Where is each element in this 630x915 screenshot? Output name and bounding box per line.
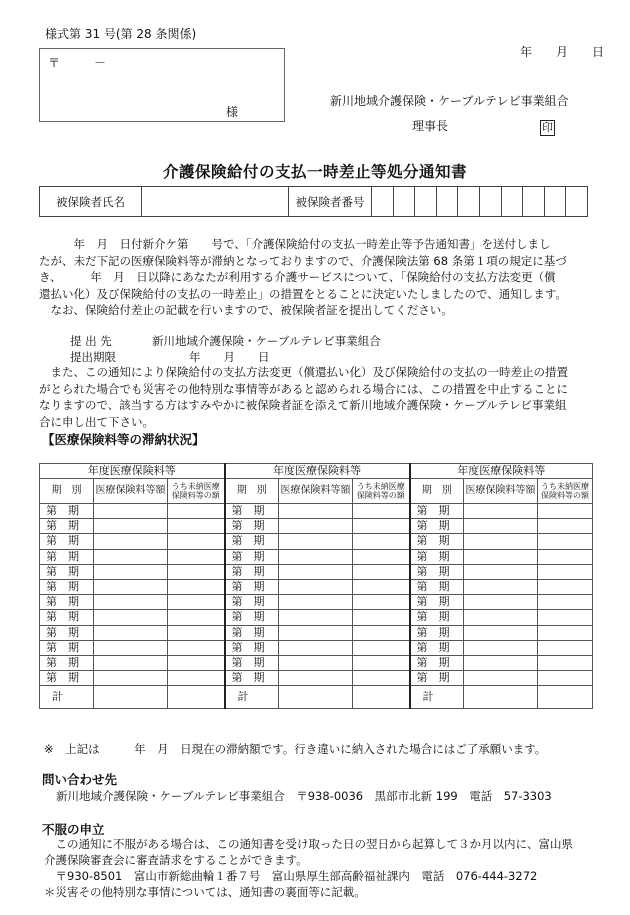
unpaid-cell[interactable] (168, 610, 225, 625)
amount-cell[interactable] (464, 504, 538, 519)
unpaid-cell[interactable] (538, 655, 593, 670)
appeal-line: この通知に不服がある場合は、この通知書を受け取った日の翌日から起算して３か月以内に、富山県 (44, 837, 573, 851)
insured-number-digit[interactable] (544, 187, 566, 217)
period-cell: 第 期 (40, 504, 94, 519)
unpaid-cell[interactable] (538, 519, 593, 534)
total-label: 計 (410, 686, 464, 709)
amount-cell[interactable] (464, 549, 538, 564)
issuer-organization: 新川地域介護保険・ケーブルテレビ事業組合 (330, 94, 569, 108)
unpaid-cell[interactable] (353, 655, 410, 670)
amount-cell[interactable] (279, 655, 353, 670)
fiscal-year-header: 年度医療保険料等 (410, 464, 593, 479)
amount-cell[interactable] (464, 579, 538, 594)
total-amount-cell[interactable] (279, 686, 353, 709)
period-cell: 第 期 (410, 519, 464, 534)
body-line: き、 年 月 日以降にあなたが利用する介護サービスについて、「保険給付の支払方法変更（償 (39, 270, 556, 284)
submission-dest-value: 新川地域介護保険・ケーブルテレビ事業組合 (152, 334, 381, 348)
table-row (40, 640, 593, 655)
period-cell: 第 期 (40, 655, 94, 670)
unpaid-cell[interactable] (353, 579, 410, 594)
notice-line: なりますので、該当する方はすみやかに被保険者証を添えて新川地域介護保険・ケーブルテレビ事業組 (39, 398, 567, 412)
unpaid-cell[interactable] (538, 534, 593, 549)
amount-cell[interactable] (464, 595, 538, 610)
contact-line: 新川地域介護保険・ケーブルテレビ事業組合 〒938-0036 黒部市北新 199 電話 57-3303 (56, 789, 552, 803)
total-unpaid-cell[interactable] (538, 686, 593, 709)
amount-cell[interactable] (464, 625, 538, 640)
table-row (40, 504, 593, 519)
unpaid-cell[interactable] (168, 534, 225, 549)
unpaid-cell[interactable] (168, 519, 225, 534)
unpaid-cell[interactable] (538, 504, 593, 519)
period-cell: 第 期 (225, 519, 279, 534)
amount-cell[interactable] (94, 640, 168, 655)
amount-cell[interactable] (94, 564, 168, 579)
period-cell: 第 期 (225, 549, 279, 564)
period-cell: 第 期 (225, 534, 279, 549)
period-cell: 第 期 (225, 595, 279, 610)
balance-note: ※ 上記は 年 月 日現在の滞納額です。行き違いに納入された場合にはご了承願います。 (44, 742, 547, 756)
body-text (39, 236, 588, 319)
insured-number-label: 被保険者番号 (289, 187, 372, 217)
appeal-line: 介護保険審査会に審査請求をすることができます。 (44, 853, 308, 867)
issue-date: 年 月 日 (520, 45, 605, 59)
amount-cell[interactable] (464, 655, 538, 670)
table-row (40, 671, 593, 686)
total-unpaid-cell[interactable] (353, 686, 410, 709)
arrears-table (39, 463, 593, 709)
postal-dash: － (94, 56, 107, 70)
notice-line: がとられた場合でも災害その他特別な事情等があると認められる場合には、この措置を中止することに (39, 381, 568, 396)
amount-cell[interactable] (94, 549, 168, 564)
period-cell: 第 期 (40, 671, 94, 686)
amount-cell[interactable] (279, 595, 353, 610)
total-label: 計 (225, 686, 279, 709)
table-row (40, 534, 593, 549)
period-cell: 第 期 (40, 534, 94, 549)
notice-text (39, 364, 588, 430)
total-amount-cell[interactable] (464, 686, 538, 709)
insured-number-digit[interactable] (415, 187, 437, 217)
period-cell: 第 期 (225, 610, 279, 625)
period-column-header: 期 別 (225, 479, 279, 504)
amount-cell[interactable] (464, 671, 538, 686)
unpaid-cell[interactable] (353, 640, 410, 655)
period-cell: 第 期 (40, 519, 94, 534)
period-cell: 第 期 (410, 640, 464, 655)
body-line: 年 月 日付新介ケ第 号で、「介護保険給付の支払一時差止等予告通知書」を送付しまし (39, 237, 551, 251)
arrears-heading: 【医療保険料等の滞納状況】 (42, 432, 205, 447)
fiscal-year-header: 年度医療保険料等 (40, 464, 225, 479)
table-row (40, 610, 593, 625)
period-cell: 第 期 (410, 671, 464, 686)
table-row (40, 579, 593, 594)
unpaid-column-header: うち未納医療保険料等の額 (353, 479, 410, 504)
total-label: 計 (40, 686, 94, 709)
amount-cell[interactable] (94, 671, 168, 686)
amount-cell[interactable] (464, 610, 538, 625)
unpaid-column-header: うち未納医療保険料等の額 (538, 479, 593, 504)
amount-cell[interactable] (464, 519, 538, 534)
amount-cell[interactable] (94, 595, 168, 610)
amount-cell[interactable] (279, 549, 353, 564)
body-line: たが、未だ下記の医療保険料等が滞納となっておりますので、介護保険法第 68 条第１項の規定に基づ (39, 253, 567, 268)
amount-cell[interactable] (279, 625, 353, 640)
amount-cell[interactable] (279, 534, 353, 549)
unpaid-cell[interactable] (353, 671, 410, 686)
period-cell: 第 期 (225, 640, 279, 655)
total-amount-cell[interactable] (94, 686, 168, 709)
recipient-address-box (39, 48, 285, 122)
submission-deadline-value: 年 月 日 (189, 350, 270, 364)
period-cell: 第 期 (225, 579, 279, 594)
unpaid-cell[interactable] (168, 595, 225, 610)
insured-number-digit[interactable] (501, 187, 523, 217)
total-row (40, 686, 593, 709)
insured-number-digit[interactable] (372, 187, 394, 217)
period-cell: 第 期 (40, 579, 94, 594)
appeal-text (44, 836, 593, 900)
submission-dest-label: 提 出 先 (70, 334, 112, 348)
amount-cell[interactable] (279, 564, 353, 579)
period-cell: 第 期 (40, 625, 94, 640)
unpaid-column-header: うち未納医療保険料等の額 (168, 479, 225, 504)
unpaid-cell[interactable] (168, 671, 225, 686)
document-title: 介護保険給付の支払一時差止等処分通知書 (162, 163, 467, 181)
amount-column-header: 医療保険料等額 (94, 479, 168, 504)
period-cell: 第 期 (225, 671, 279, 686)
unpaid-cell[interactable] (168, 640, 225, 655)
period-column-header: 期 別 (40, 479, 94, 504)
fiscal-year-header: 年度医療保険料等 (225, 464, 410, 479)
table-row (40, 549, 593, 564)
unpaid-cell[interactable] (538, 671, 593, 686)
form-number: 様式第 31 号(第 28 条関係) (45, 27, 197, 41)
amount-cell[interactable] (279, 610, 353, 625)
amount-cell[interactable] (279, 640, 353, 655)
appeal-heading: 不服の申立 (42, 822, 105, 837)
unpaid-cell[interactable] (168, 504, 225, 519)
amount-cell[interactable] (279, 519, 353, 534)
unpaid-cell[interactable] (538, 640, 593, 655)
period-cell: 第 期 (410, 655, 464, 670)
unpaid-cell[interactable] (353, 504, 410, 519)
notice-line: 合に申し出て下さい。 (39, 414, 154, 429)
unpaid-cell[interactable] (538, 595, 593, 610)
seal-icon: 印 (542, 121, 553, 134)
unpaid-cell[interactable] (353, 595, 410, 610)
period-cell: 第 期 (40, 549, 94, 564)
table-row (40, 564, 593, 579)
period-cell: 第 期 (410, 625, 464, 640)
period-cell: 第 期 (410, 549, 464, 564)
amount-column-header: 医療保険料等額 (464, 479, 538, 504)
unpaid-cell[interactable] (353, 564, 410, 579)
amount-cell[interactable] (94, 579, 168, 594)
amount-cell[interactable] (464, 534, 538, 549)
period-cell: 第 期 (410, 504, 464, 519)
table-row (40, 519, 593, 534)
insured-number-digit[interactable] (479, 187, 501, 217)
table-row (40, 595, 593, 610)
seal-mark (540, 116, 555, 136)
insured-number-digit[interactable] (458, 187, 480, 217)
amount-cell[interactable] (279, 671, 353, 686)
appeal-line: 〒930-8501 富山市新総曲輪１番７号 富山県厚生部高齢福祉課内 電話 076-444-3272 (44, 869, 538, 883)
insured-name-field[interactable] (142, 187, 289, 217)
period-cell: 第 期 (410, 595, 464, 610)
period-cell: 第 期 (225, 655, 279, 670)
unpaid-cell[interactable] (168, 655, 225, 670)
issuer-role: 理事長 (412, 119, 449, 133)
table-row (40, 625, 593, 640)
submission-deadline-label: 提出期限 (70, 350, 116, 364)
table-row (40, 655, 593, 670)
unpaid-cell[interactable] (538, 625, 593, 640)
postal-mark: 〒 (48, 56, 61, 70)
unpaid-cell[interactable] (168, 579, 225, 594)
amount-cell[interactable] (94, 519, 168, 534)
amount-cell[interactable] (464, 640, 538, 655)
period-cell: 第 期 (225, 504, 279, 519)
period-cell: 第 期 (40, 640, 94, 655)
contact-heading: 問い合わせ先 (42, 772, 118, 787)
unpaid-cell[interactable] (353, 625, 410, 640)
period-cell: 第 期 (410, 610, 464, 625)
period-cell: 第 期 (410, 564, 464, 579)
period-cell: 第 期 (410, 534, 464, 549)
body-line: なお、保険給付差止の記載を行いますので、被保険者証を提出してください。 (39, 303, 453, 317)
unpaid-cell[interactable] (168, 625, 225, 640)
total-unpaid-cell[interactable] (168, 686, 225, 709)
unpaid-cell[interactable] (353, 519, 410, 534)
insured-number-digit[interactable] (393, 187, 415, 217)
period-cell: 第 期 (40, 564, 94, 579)
unpaid-cell[interactable] (353, 610, 410, 625)
unpaid-cell[interactable] (538, 610, 593, 625)
period-column-header: 期 別 (410, 479, 464, 504)
period-cell: 第 期 (410, 579, 464, 594)
unpaid-cell[interactable] (538, 549, 593, 564)
period-cell: 第 期 (225, 625, 279, 640)
unpaid-cell[interactable] (168, 549, 225, 564)
notice-line: また、この通知により保険給付の支払方法変更（償還払い化）及び保険給付の支払の一時差止の措置 (39, 365, 568, 379)
unpaid-cell[interactable] (538, 579, 593, 594)
amount-cell[interactable] (94, 504, 168, 519)
insured-number-digit[interactable] (523, 187, 545, 217)
unpaid-cell[interactable] (353, 549, 410, 564)
amount-cell[interactable] (94, 655, 168, 670)
recipient-honorific: 様 (226, 105, 239, 119)
amount-cell[interactable] (279, 504, 353, 519)
amount-column-header: 医療保険料等額 (279, 479, 353, 504)
period-cell: 第 期 (40, 610, 94, 625)
amount-cell[interactable] (94, 610, 168, 625)
amount-cell[interactable] (94, 625, 168, 640)
unpaid-cell[interactable] (353, 534, 410, 549)
appeal-line: ＊災害その他特別な事情については、通知書の裏面等に記載。 (44, 885, 366, 899)
unpaid-cell[interactable] (168, 564, 225, 579)
amount-cell[interactable] (279, 579, 353, 594)
insured-name-label: 被保険者氏名 (40, 187, 142, 217)
unpaid-cell[interactable] (538, 564, 593, 579)
insured-number-digit[interactable] (566, 187, 588, 217)
period-cell: 第 期 (225, 564, 279, 579)
insured-number-digit[interactable] (436, 187, 458, 217)
period-cell: 第 期 (40, 595, 94, 610)
amount-cell[interactable] (94, 534, 168, 549)
insured-info-table (39, 186, 588, 217)
amount-cell[interactable] (464, 564, 538, 579)
body-line: 還払い化）及び保険給付の支払の一時差止」の措置をとることに決定いたしましたので、通知します。 (39, 286, 567, 301)
